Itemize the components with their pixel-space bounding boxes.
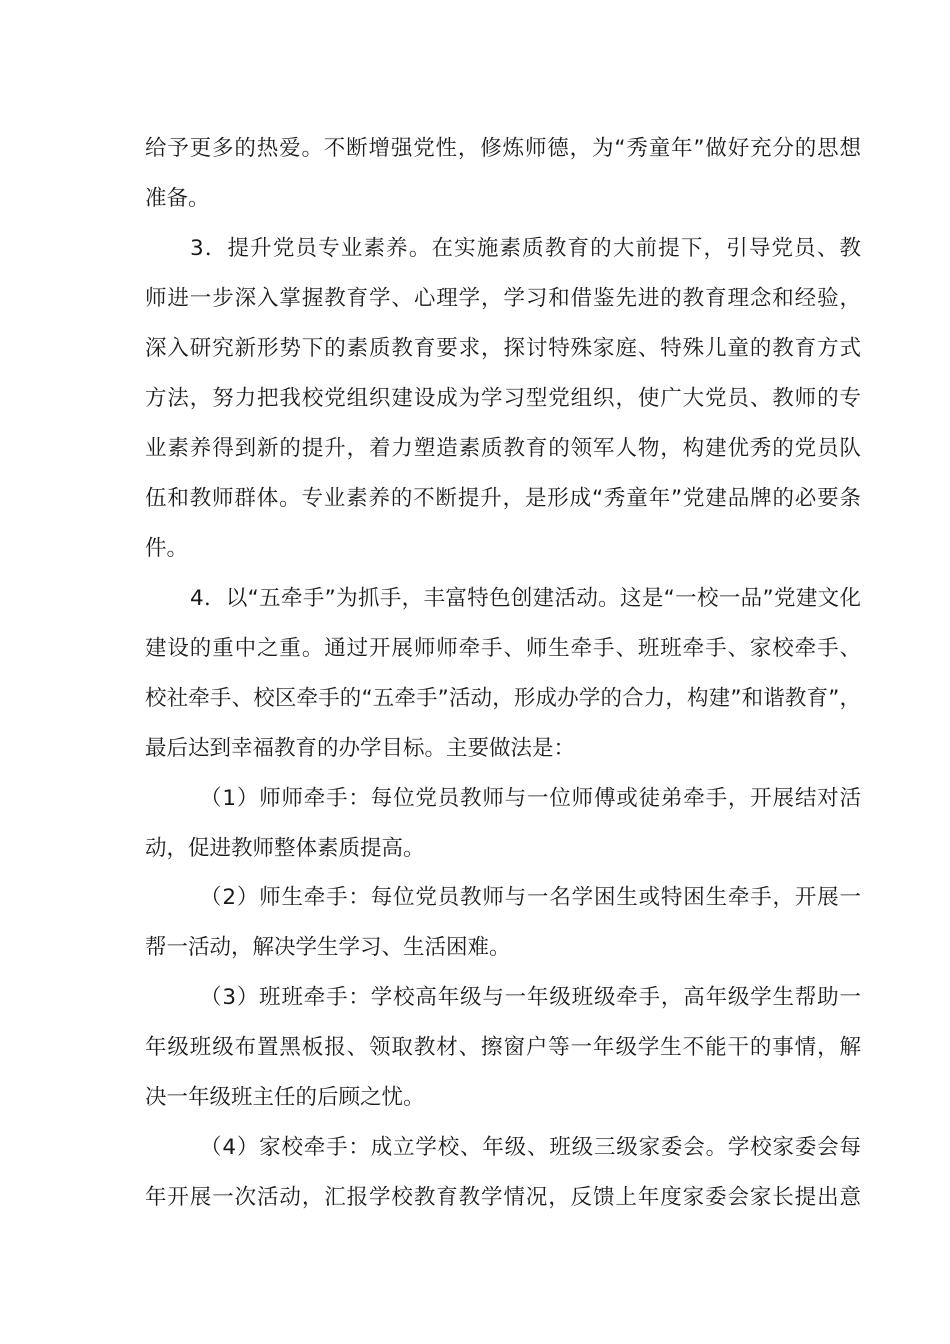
- text-line: 最后达到幸福教育的办学目标。主要做法是：: [145, 736, 576, 761]
- text-line: 准备。: [145, 186, 210, 211]
- text-line: 深入研究新形势下的素质教育要求，探讨特殊家庭、特殊儿童的教育方式: [145, 336, 861, 361]
- text-line: 动，促进教师整体素质提高。: [145, 836, 425, 861]
- text-line: 年级班级布置黑板报、领取教材、擦窗户等一年级学生不能干的事情，解: [145, 1035, 861, 1060]
- text-line: 件。: [145, 536, 189, 561]
- text-line: 给予更多的热爱。不断增强党性，修炼师德，为“秀童年”做好充分的思想: [145, 136, 861, 161]
- text-line: 帮一活动，解决学生学习、生活困难。: [145, 935, 511, 960]
- item-2-start: （2）师生牵手：每位党员教师与一名学困生或特困生牵手，开展一: [200, 885, 861, 910]
- paragraph-3-start: 3．提升党员专业素养。在实施素质教育的大前提下，引导党员、教: [190, 236, 861, 261]
- text-line: 建设的重中之重。通过开展师师牵手、师生牵手、班班牵手、家校牵手、: [145, 636, 861, 661]
- text-line: 师进一步深入掌握教育学、心理学，学习和借鉴先进的教育理念和经验，: [145, 286, 861, 311]
- item-3-start: （3）班班牵手：学校高年级与一年级班级牵手，高年级学生帮助一: [200, 985, 861, 1010]
- item-1-start: （1）师师牵手：每位党员教师与一位师傅或徒弟牵手，开展结对活: [200, 786, 861, 811]
- text-line: 业素养得到新的提升，着力塑造素质教育的领军人物，构建优秀的党员队: [145, 436, 861, 461]
- text-line: 校社牵手、校区牵手的“五牵手”活动，形成办学的合力，构建”和谐教育”，: [145, 686, 861, 711]
- text-line: 年开展一次活动，汇报学校教育教学情况，反馈上年度家委会家长提出意: [145, 1185, 861, 1210]
- text-line: 伍和教师群体。专业素养的不断提升，是形成“秀童年”党建品牌的必要条: [145, 486, 861, 511]
- text-line: 决一年级班主任的后顾之忧。: [145, 1085, 425, 1110]
- paragraph-4-start: 4．以“五牵手”为抓手，丰富特色创建活动。这是“一校一品”党建文化: [190, 586, 861, 611]
- text-line: 方法，努力把我校党组织建设成为学习型党组织，使广大党员、教师的专: [145, 386, 861, 411]
- item-4-start: （4）家校牵手：成立学校、年级、班级三级家委会。学校家委会每: [200, 1135, 861, 1160]
